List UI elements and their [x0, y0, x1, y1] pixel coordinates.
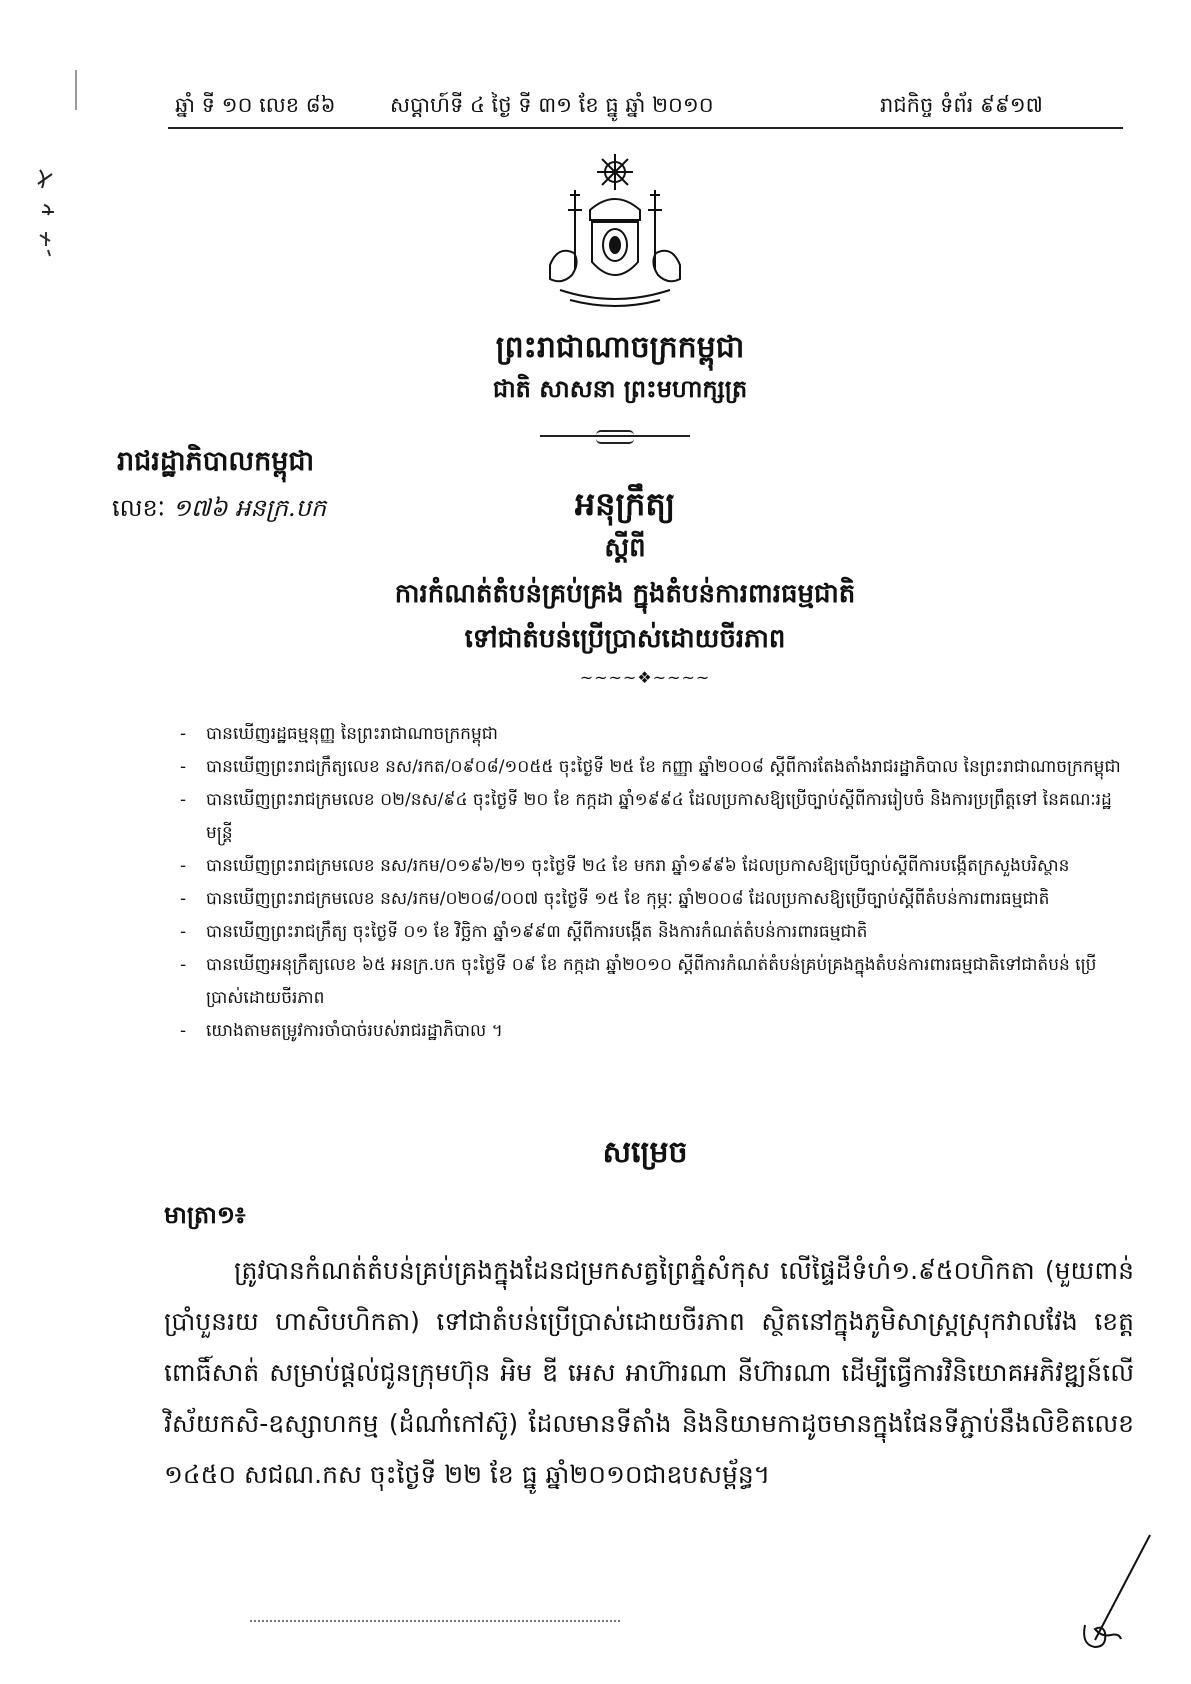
royal-coat-of-arms-icon: [530, 150, 700, 320]
gazette-page-number: រាជកិច្ច ទំព័រ ៩៩១៧: [880, 93, 1043, 117]
margin-mark: [75, 70, 77, 110]
reference-value: ១៧៦ អនក្រ.បក: [172, 494, 327, 522]
decision-heading: សម្រេច: [602, 1135, 688, 1170]
visa-item: - បានឃើញព្រះរាជក្រមលេខ ០២/នស/៩៤ ចុះថ្ងៃទី ២០ ខែ កក្កដា ឆ្នាំ១៩៩៤ ដែលប្រកាសឱ្យប្រើច្បាប់ស្ដីពីការរៀបចំ និងការប្រព្រឹត្តទៅ នៃគណៈរដ្ឋមន្ត្រី: [180, 790, 1112, 843]
visa-item: - បានឃើញអនុក្រឹត្យលេខ ៦៥ អនក្រ.បក ចុះថ្ងៃទី ០៩ ខែ កក្កដា ឆ្នាំ២០១០ ស្ដីពីការកំណត់តំបន់គ្រប់គ្រងក្នុងតំបន់ការពារធម្មជាតិទៅជាតំបន់ ប្រើប្រាស់ដោយចីរភាព: [180, 955, 1097, 1008]
national-motto: ជាតិ សាសនា ព្រះមហាក្សត្រ: [492, 375, 748, 403]
subject-line-1: ការកំណត់តំបន់គ្រប់គ្រង ក្នុងតំបន់ការពារធម្មជាតិ: [394, 579, 856, 609]
subject-line-2: ទៅជាតំបន់ប្រើប្រាស់ដោយចីរភាព: [464, 624, 786, 654]
kingdom-title: ព្រះរាជាណាចក្រកម្ពុជា: [495, 330, 745, 365]
visa-item: - បានឃើញព្រះរាជក្រឹត្យលេខ នស/រកត/០៩០៨/១០៥៥ ចុះថ្ងៃទី ២៥ ខែ កញ្ញា ឆ្នាំ២០០៨ ស្ដីពីការតែងតាំងរាជរដ្ឋាភិបាល នៃព្រះរាជាណាចក្រកម្ពុជា: [180, 757, 1121, 777]
visa-item: - បានឃើញព្រះរាជក្រមលេខ នស/រកម/០២០៨/០០៧ ចុះថ្ងៃទី ១៥ ខែ កុម្ភៈ ឆ្នាំ២០០៨ ដែលប្រកាសឱ្យប្រើច្បាប់ស្ដីពីតំបន់ការពារធម្មជាតិ: [180, 889, 1050, 909]
ornament-divider-center: [596, 430, 634, 444]
gazette-year-issue: ឆ្នាំ ទី ១០ លេខ ៨៦: [175, 93, 336, 117]
dotted-line: [250, 1620, 620, 1622]
header-rule: [168, 127, 1123, 129]
visa-item: - បានឃើញព្រះរាជក្រមលេខ នស/រកម/០១៩៦/២១ ចុះថ្ងៃទី ២៤ ខែ មករា ឆ្នាំ១៩៩៦ ដែលប្រកាសឱ្យប្រើច្បាប់ស្ដីពីការបង្កើតក្រសួងបរិស្ថាន: [180, 856, 1070, 876]
gazette-date: សប្ដាហ៍ទី ៤ ថ្ងៃ ទី ៣១ ខែ ធ្នូ ឆ្នាំ ២០១០: [390, 93, 714, 117]
small-ornament: ~~~~❖~~~~: [579, 668, 711, 687]
initials-signature: [1075, 1530, 1175, 1660]
issuing-authority: រាជរដ្ឋាភិបាលកម្ពុជា: [117, 446, 315, 477]
visa-item: - យោងតាមតម្រូវការចាំបាច់របស់រាជរដ្ឋាភិបាល ។: [180, 1021, 503, 1041]
reference-label: លេខៈ: [112, 494, 166, 522]
visa-item: - បានឃើញព្រះរាជក្រឹត្យ ចុះថ្ងៃទី ០១ ខែ វិច្ឆិកា ឆ្នាំ១៩៩៣ ស្ដីពីការបង្កើត និងការកំណត់តំបន់ការពារធម្មជាតិ: [180, 922, 868, 942]
handwritten-margin-note: [30, 160, 70, 300]
article-heading: មាត្រា១៖: [164, 1201, 246, 1229]
visa-item: - បានឃើញរដ្ឋធម្មនុញ្ញ នៃព្រះរាជាណាចក្រកម្ពុជា: [180, 724, 498, 744]
reference-number: [112, 493, 326, 528]
document-type: អនុក្រឹត្យ: [574, 485, 676, 523]
concerning-label: ស្ដីពី: [604, 533, 646, 563]
visa-list: [180, 718, 1130, 1048]
article-body: ត្រូវបានកំណត់តំបន់គ្រប់គ្រងក្នុងដែនជម្រកសត្វព្រៃភ្នំសំកុស លើផ្ទៃដីទំហំ១.៩៥០ហិកតា (មួយពាន់ ប្រាំបួនរយ ហាសិបហិកតា) ទៅជាតំបន់ប្រើប្រាស់ដោយចីរភាព ស្ថិតនៅក្នុងភូមិសាស្ត្រស្រុកវាលវែង ខេត្តពោធិ៍សាត់ សម្រាប់ផ្ដល់ជូនក្រុមហ៊ុន អិម ឌី អេស អាហ៊ារណា នីហ៊ារណា ដើម្បីធ្វើការវិនិយោគអភិវឌ្ឍន៍លើវិស័យកសិ-ឧស្សាហកម្ម (ដំណាំកៅស៊ូ) ដែលមានទីតាំង និងនិយាមកាដូចមានក្នុងផែនទីភ្ជាប់នឹងលិខិតលេខ ១៤៥០ សជណ.កស ចុះថ្ងៃទី ២២ ខែ ធ្នូ ឆ្នាំ២០១០ជាឧបសម្ព័ន្ធ។: [164, 1256, 1134, 1489]
